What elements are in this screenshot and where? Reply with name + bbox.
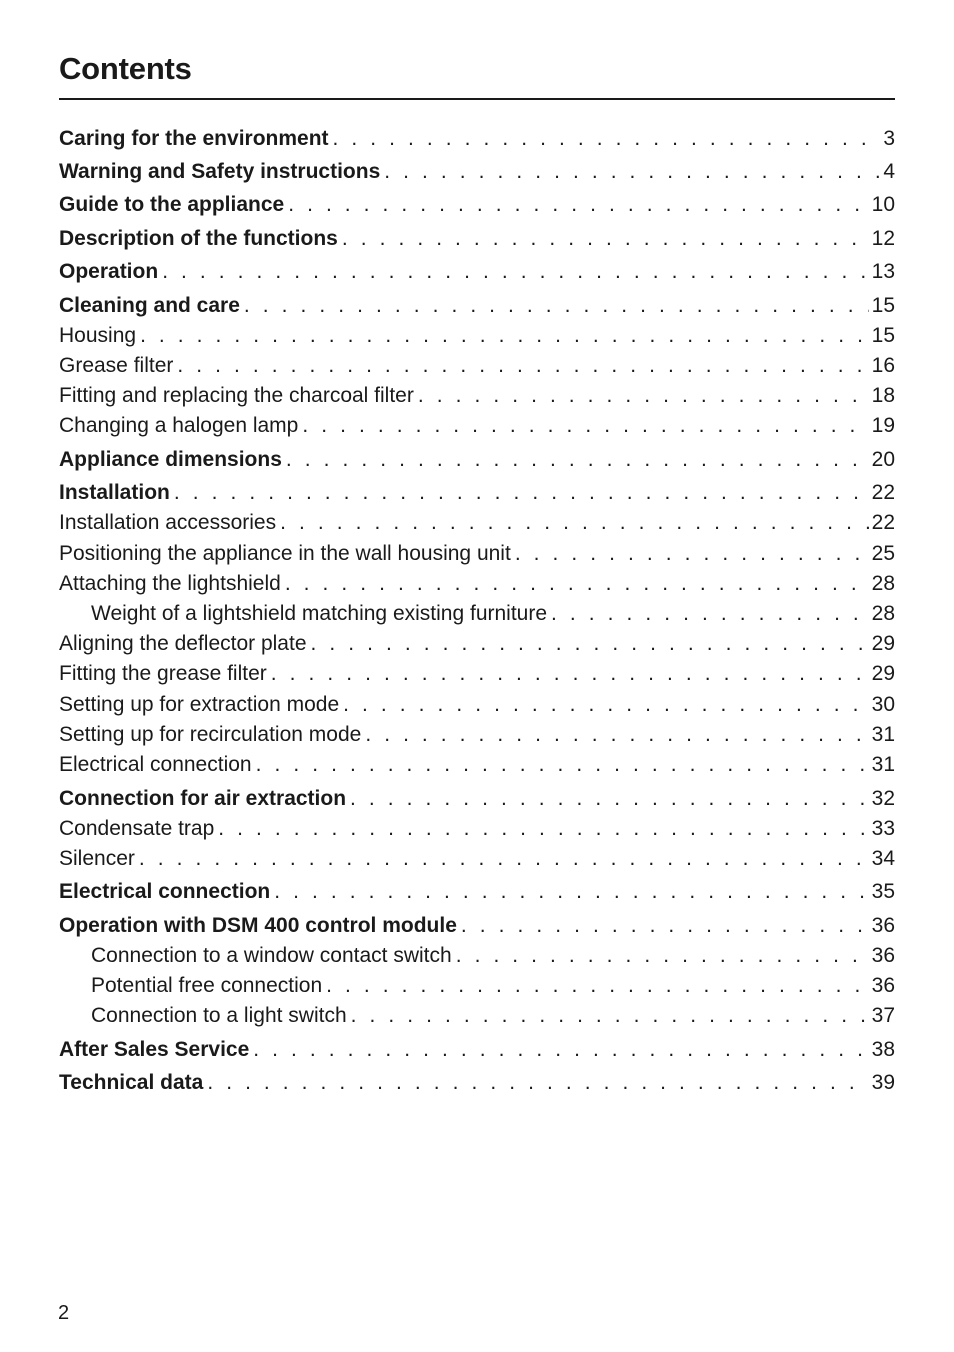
toc-entry-electrical-connection[interactable] xyxy=(59,880,895,908)
toc-entry-label: Housing xyxy=(59,324,137,347)
toc-entry-electrical-connection-sub[interactable] xyxy=(59,753,895,781)
toc-entry-label: Connection to a light switch xyxy=(91,1004,347,1027)
dot-leader xyxy=(162,260,868,284)
toc-entry-charcoal-filter[interactable] xyxy=(59,384,895,412)
toc-entry-recirculation-mode[interactable] xyxy=(59,723,895,751)
toc-entry-label: Technical data xyxy=(59,1071,204,1094)
toc-entry-label: Positioning the appliance in the wall housing unit xyxy=(59,542,511,565)
toc-entry-description-of-the-functions[interactable] xyxy=(59,227,895,255)
title-divider xyxy=(59,98,895,100)
toc-entry-after-sales-service[interactable] xyxy=(59,1038,895,1066)
dot-leader xyxy=(140,324,869,348)
dot-leader xyxy=(365,723,868,747)
dot-leader xyxy=(333,127,881,151)
toc-entry-label: Condensate trap xyxy=(59,817,215,840)
toc-entry-page: 22 xyxy=(871,481,895,504)
toc-entry-page: 3 xyxy=(883,127,895,150)
toc-entry-page: 31 xyxy=(871,753,895,776)
dot-leader xyxy=(418,384,869,408)
dot-leader xyxy=(285,572,869,596)
toc-entry-label: Aligning the deflector plate xyxy=(59,632,307,655)
dot-leader xyxy=(351,1004,869,1028)
toc-entry-halogen-lamp[interactable] xyxy=(59,414,895,442)
toc-entry-page: 12 xyxy=(871,227,895,250)
dot-leader xyxy=(302,414,868,438)
toc-entry-page: 37 xyxy=(871,1004,895,1027)
toc-entry-page: 36 xyxy=(871,944,895,967)
dot-leader xyxy=(343,693,868,717)
toc-entry-technical-data[interactable] xyxy=(59,1071,895,1099)
toc-entry-label: Fitting the grease filter xyxy=(59,662,267,685)
toc-entry-page: 38 xyxy=(871,1038,895,1061)
toc-entry-page: 36 xyxy=(871,914,895,937)
toc-entry-label: Weight of a lightshield matching existing furniture xyxy=(91,602,548,625)
dot-leader xyxy=(244,294,869,318)
toc-entry-condensate-trap[interactable] xyxy=(59,817,895,845)
toc-entry-label: Guide to the appliance xyxy=(59,193,285,216)
dot-leader xyxy=(274,880,868,904)
toc-entry-page: 16 xyxy=(871,354,895,377)
toc-entry-aligning-the-deflector-plate[interactable] xyxy=(59,632,895,660)
toc-entry-page: 29 xyxy=(871,632,895,655)
toc-entry-page: 32 xyxy=(871,787,895,810)
toc-entry-page: 10 xyxy=(871,193,895,216)
toc-entry-housing[interactable] xyxy=(59,324,895,352)
toc-entry-operation[interactable] xyxy=(59,260,895,288)
toc-entry-caring-for-the-environment[interactable] xyxy=(59,127,895,155)
dot-leader xyxy=(271,662,869,686)
dot-leader xyxy=(384,160,880,184)
toc-entry-potential-free-connection[interactable] xyxy=(91,974,895,1002)
toc-entry-lightshield-weight[interactable] xyxy=(91,602,895,630)
toc-entry-page: 20 xyxy=(871,448,895,471)
toc-entry-page: 34 xyxy=(871,847,895,870)
page-title: Contents xyxy=(59,51,192,86)
dot-leader xyxy=(342,227,869,251)
toc-entry-fitting-the-grease-filter[interactable] xyxy=(59,662,895,690)
toc-entry-cleaning-and-care[interactable] xyxy=(59,294,895,322)
dot-leader xyxy=(288,193,868,217)
toc-entry-page: 36 xyxy=(871,974,895,997)
dot-leader xyxy=(139,847,869,871)
toc-entry-light-switch[interactable] xyxy=(91,1004,895,1032)
toc-entry-page: 28 xyxy=(871,602,895,625)
dot-leader xyxy=(218,817,868,841)
toc-entry-label: Changing a halogen lamp xyxy=(59,414,299,437)
toc-entry-page: 15 xyxy=(871,294,895,317)
toc-entry-page: 33 xyxy=(871,817,895,840)
toc-entry-positioning-the-appliance[interactable] xyxy=(59,542,895,570)
dot-leader xyxy=(207,1071,868,1095)
dot-leader xyxy=(551,602,869,626)
toc-entry-attaching-the-lightshield[interactable] xyxy=(59,572,895,600)
toc-entry-grease-filter[interactable] xyxy=(59,354,895,382)
toc-entry-page: 29 xyxy=(871,662,895,685)
toc-entry-label: Potential free connection xyxy=(91,974,323,997)
toc-entry-connection-for-air-extraction[interactable] xyxy=(59,787,895,815)
toc-entry-page: 15 xyxy=(871,324,895,347)
dot-leader xyxy=(350,787,869,811)
toc-entry-page: 35 xyxy=(871,880,895,903)
dot-leader xyxy=(286,448,869,472)
dot-leader xyxy=(461,914,869,938)
toc-entry-label: Setting up for extraction mode xyxy=(59,693,340,716)
toc-entry-page: 13 xyxy=(871,260,895,283)
toc-entry-label: Grease filter xyxy=(59,354,174,377)
toc-entry-label: Operation xyxy=(59,260,159,283)
toc-entry-label: After Sales Service xyxy=(59,1038,250,1061)
toc-entry-window-contact-switch[interactable] xyxy=(91,944,895,972)
dot-leader xyxy=(456,944,869,968)
dot-leader xyxy=(515,542,869,566)
toc-entry-label: Fitting and replacing the charcoal filter xyxy=(59,384,414,407)
toc-entry-label: Warning and Safety instructions xyxy=(59,160,381,183)
toc-entry-page: 22 xyxy=(871,511,895,534)
toc-entry-label: Electrical connection xyxy=(59,753,252,776)
toc-entry-warning-and-safety-instructions[interactable] xyxy=(59,160,895,188)
toc-entry-label: Installation xyxy=(59,481,170,504)
toc-entry-label: Connection to a window contact switch xyxy=(91,944,452,967)
dot-leader xyxy=(256,753,869,777)
toc-entry-dsm-400-control-module[interactable] xyxy=(59,914,895,942)
toc-entry-label: Installation accessories xyxy=(59,511,277,534)
toc-entry-page: 28 xyxy=(871,572,895,595)
dot-leader xyxy=(174,481,869,505)
toc-entry-installation-accessories[interactable] xyxy=(59,511,895,539)
dot-leader xyxy=(253,1038,868,1062)
toc-entry-page: 18 xyxy=(871,384,895,407)
page-number: 2 xyxy=(58,1302,70,1324)
toc-entry-label: Operation with DSM 400 control module xyxy=(59,914,457,937)
toc-entry-page: 19 xyxy=(871,414,895,437)
toc-entry-label: Cleaning and care xyxy=(59,294,240,317)
toc-entry-page: 4 xyxy=(883,160,895,183)
dot-leader xyxy=(326,974,868,998)
dot-leader xyxy=(311,632,869,656)
toc-entry-label: Description of the functions xyxy=(59,227,338,250)
toc-entry-appliance-dimensions[interactable] xyxy=(59,448,895,476)
toc-entry-installation[interactable] xyxy=(59,481,895,509)
toc-entry-guide-to-the-appliance[interactable] xyxy=(59,193,895,221)
toc-entry-label: Connection for air extraction xyxy=(59,787,347,810)
toc-entry-silencer[interactable] xyxy=(59,847,895,875)
toc-entry-extraction-mode[interactable] xyxy=(59,693,895,721)
toc-entry-label: Setting up for recirculation mode xyxy=(59,723,362,746)
dot-leader xyxy=(280,511,869,535)
toc-entry-page: 31 xyxy=(871,723,895,746)
toc-entry-label: Caring for the environment xyxy=(59,127,329,150)
toc-entry-label: Appliance dimensions xyxy=(59,448,282,471)
toc-entry-label: Silencer xyxy=(59,847,135,870)
toc-entry-page: 39 xyxy=(871,1071,895,1094)
dot-leader xyxy=(177,354,868,378)
toc-entry-page: 30 xyxy=(871,693,895,716)
toc-entry-label: Attaching the lightshield xyxy=(59,572,281,595)
toc-entry-page: 25 xyxy=(871,542,895,565)
toc-entry-label: Electrical connection xyxy=(59,880,271,903)
